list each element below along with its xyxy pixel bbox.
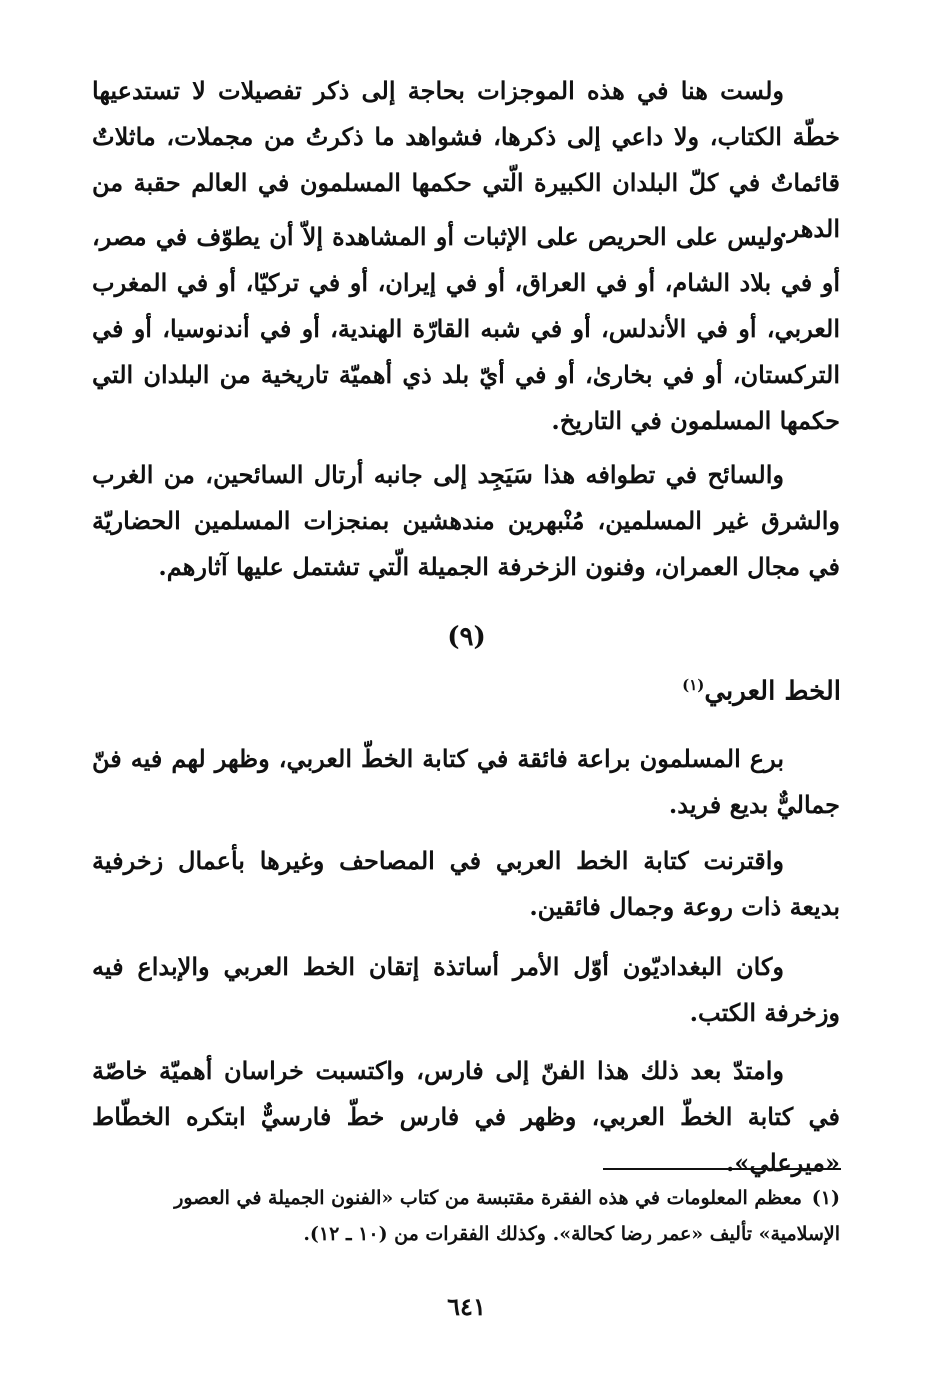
footnote-text: معظم المعلومات في هذه الفقرة مقتبسة من كتاب «الفنون الجميلة في العصور الإسلامية» تأليف «عمر رضا كحالة». وكذلك الفقرات من (١٠ ـ ١٢). bbox=[174, 1187, 840, 1245]
section-heading bbox=[682, 676, 841, 707]
footnote-marker: (١) bbox=[811, 1187, 840, 1209]
footnote bbox=[92, 1180, 840, 1252]
paragraph-1: ولست هنا في هذه الموجزات بحاجة إلى ذكر تفصيلات لا تستدعيها خطّة الكتاب، ولا داعي إلى ذكرها، فشواهد ما ذكرتُ من مجملات، ماثلاتٌ قائماتٌ في كلّ البلدان الكبيرة الّتي حكمها المسلمون في العالم حقبة من الدهر. bbox=[92, 76, 840, 243]
section-number: (٩) bbox=[447, 622, 486, 652]
paragraph-6: وكان البغداديّون أوّل الأمر أساتذة إتقان الخط العربي والإبداع فيه وزخرفة الكتب. bbox=[92, 952, 840, 1027]
paragraph-4: برع المسلمون براعة فائقة في كتابة الخطّ العربي، وظهر لهم فيه فنّ جماليٌّ بديع فريد. bbox=[92, 744, 840, 819]
footnote-divider bbox=[603, 1168, 841, 1170]
heading-footnote-ref: (١) bbox=[682, 676, 705, 694]
paragraph-5: واقترنت كتابة الخط العربي في المصاحف وغيرها بأعمال زخرفية بديعة ذات روعة وجمال فائقين. bbox=[92, 846, 840, 921]
paragraph-3: والسائح في تطوافه هذا سَيَجِد إلى جانبه أرتال السائحين، من الغرب والشرق غير المسلمين، مُنْبهرين مندهشين بمنجزات المسلمين الحضاريّة في مجال العمران، وفنون الزخرفة الجميلة الّتي تشتمل عليها آثارهم. bbox=[92, 460, 841, 581]
paragraph-7: وامتدّ بعد ذلك هذا الفنّ إلى فارس، واكتسبت خراسان أهميّة خاصّة في كتابة الخطّ العربي، وظهر في فارس خطّ فارسيٌّ ابتكره الخطّاط «ميرعلي». bbox=[92, 1056, 840, 1177]
page-number: ٦٤١ bbox=[447, 1292, 486, 1321]
paragraph-2: وليس على الحريص على الإثبات أو المشاهدة إلاّ أن يطوّف في مصر، أو في بلاد الشام، أو في العراق، أو في إيران، أو في تركيّا، أو في المغرب العربي، أو في الأندلس، أو في شبه القارّة الهندية، أو في أندنوسيا، أو في التركستان، أو في بخارىٰ، أو في أيّ بلد ذي أهميّة تاريخية من البلدان التي حكمها المسلمون في التاريخ. bbox=[92, 222, 840, 435]
heading-title: الخط العربي bbox=[704, 676, 841, 707]
